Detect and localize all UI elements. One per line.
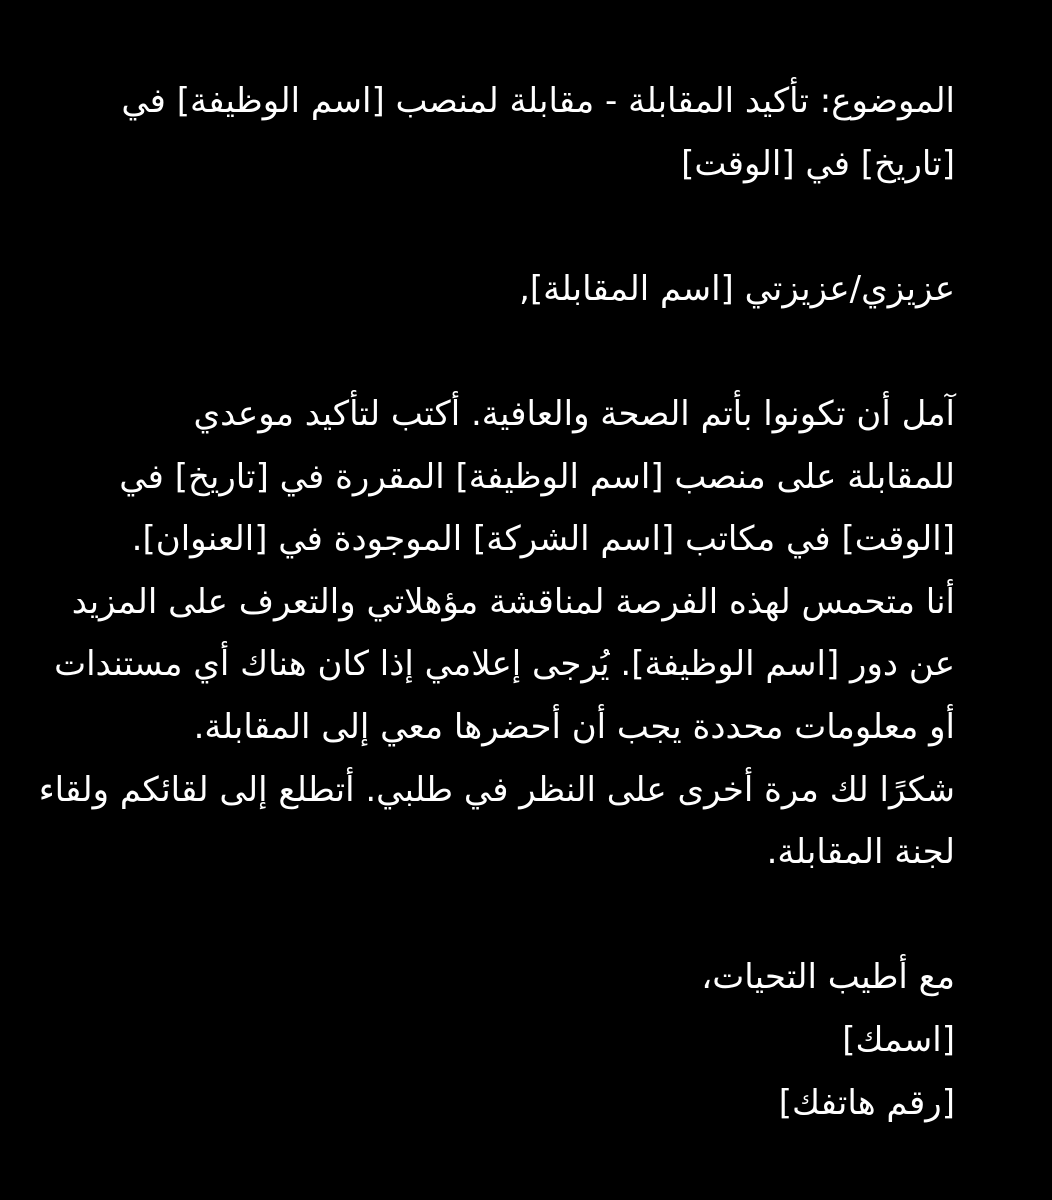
body-line: [الوقت] في مكاتب [اسم الشركة] الموجودة في [العنوان]. (131, 519, 955, 560)
email-subject (55, 70, 955, 195)
body-line: أو معلومات محددة يجب أن أحضرها معي إلى المقابلة. (193, 706, 955, 747)
email-signature (55, 946, 955, 1134)
body-line: للمقابلة على منصب [اسم الوظيفة] المقررة في [تاريخ] في (119, 456, 955, 497)
name-placeholder: [اسمك] (842, 1019, 955, 1060)
body-line: شكرًا لك مرة أخرى على النظر في طلبي. أتطلع إلى لقائكم ولقاء (38, 769, 955, 810)
email-document (38, 70, 955, 1134)
greeting-line: عزيزي/عزيزتي [اسم المقابلة], (519, 268, 955, 309)
phone-placeholder: [رقم هاتفك] (778, 1082, 955, 1123)
body-line: عن دور [اسم الوظيفة]. يُرجى إعلامي إذا كان هناك أي مستندات (54, 644, 955, 685)
email-body (38, 383, 955, 884)
body-line: آمل أن تكونوا بأتم الصحة والعافية. أكتب لتأكيد موعدي (193, 393, 955, 434)
paragraph-spacer (55, 884, 955, 947)
paragraph-spacer (55, 195, 955, 258)
email-greeting (55, 258, 955, 321)
body-line: أنا متحمس لهذه الفرصة لمناقشة مؤهلاتي والتعرف على المزيد (71, 581, 955, 622)
subject-line: [تاريخ] في [الوقت] (681, 143, 955, 184)
paragraph-spacer (55, 320, 955, 383)
body-line: لجنة المقابلة. (766, 832, 955, 873)
closing-line: مع أطيب التحيات، (701, 957, 955, 998)
subject-line: الموضوع: تأكيد المقابلة - مقابلة لمنصب [اسم الوظيفة] في (121, 81, 955, 121)
